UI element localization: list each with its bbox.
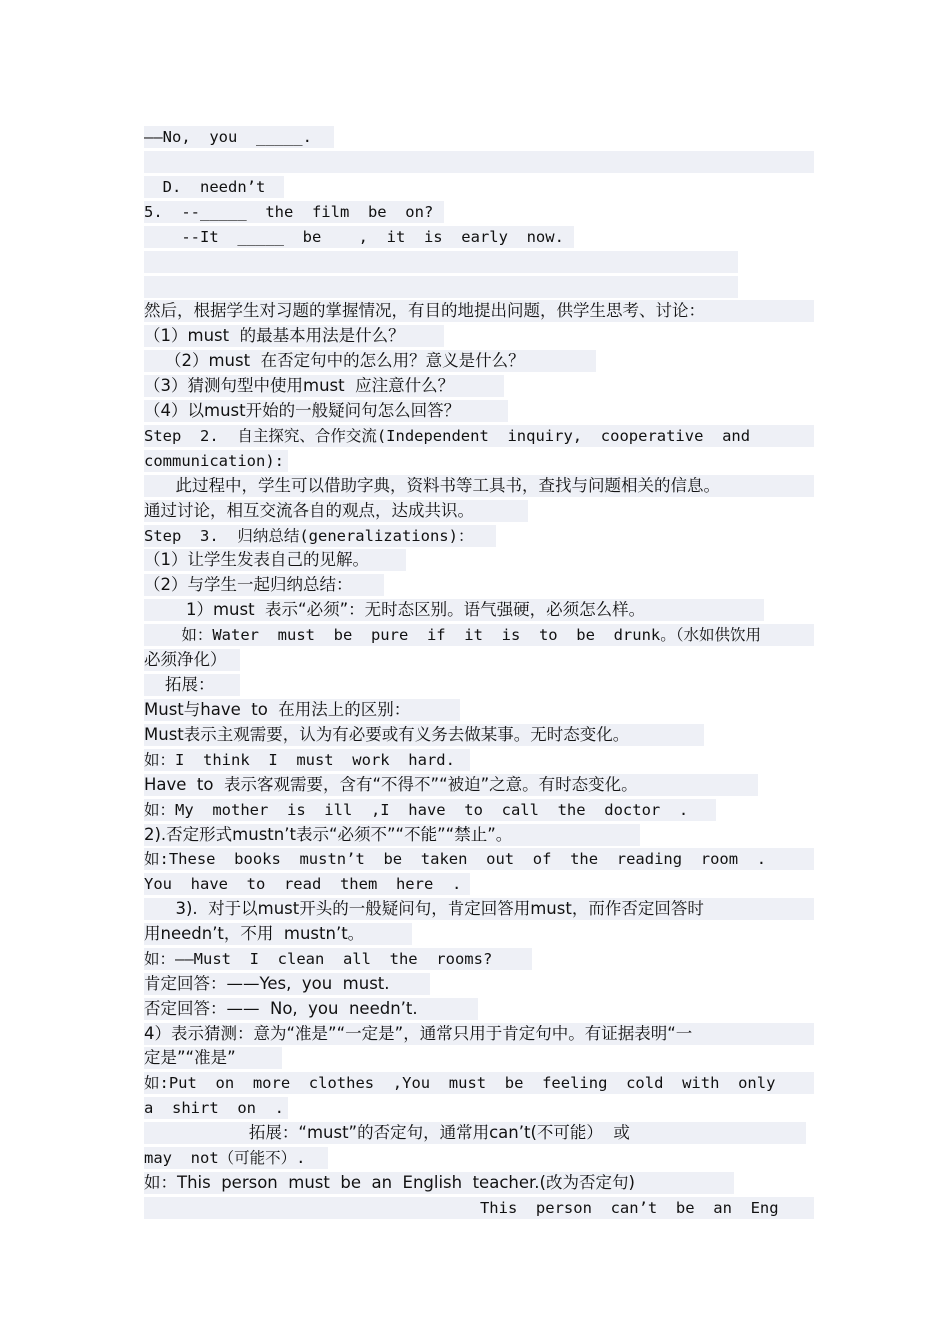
list-item: （1）让学生发表自己的见解。	[144, 549, 406, 571]
example-line: 如:These books mustn’t be taken out of the reading room .	[144, 848, 814, 870]
question-item: （3）猜测句型中使用must 应注意什么？	[144, 375, 504, 397]
rule-item: 2).否定形式mustn’t表示“必须不”“不能”“禁止”。	[144, 824, 640, 846]
paragraph-line: 通过讨论，相互交流各自的观点，达成共识。	[144, 500, 528, 522]
paragraph-line: 此过程中，学生可以借助字典，资料书等工具书，查找与问题相关的信息。	[144, 475, 814, 497]
rule-item: 3). 对于以must开头的一般疑问句，肯定回答用must，而作否定回答时	[144, 898, 814, 920]
paragraph-line: Must与have to 在用法上的区别：	[144, 699, 460, 721]
question-number: 5. --_____ the film be on?	[144, 201, 444, 223]
extension-line: 拓展：“must”的否定句，通常用can’t(不可能） 或	[144, 1122, 806, 1144]
question-item: （1）must 的最基本用法是什么？	[144, 325, 444, 347]
question-item: （4）以must开始的一般疑问句怎么回答？	[144, 400, 508, 422]
rule-item: 1）must 表示“必须”：无时态区别。语气强硬，必须怎么样。	[144, 599, 764, 621]
answer-options-row	[144, 276, 738, 298]
rule-item: 4）表示猜测：意为“准是”“一定是”，通常只用于肯定句中。有证据表明“一	[144, 1023, 814, 1045]
option-d: D. needn’t	[144, 176, 284, 198]
example-line: a shirt on .	[144, 1097, 288, 1119]
step-heading: Step 3. 归纳总结(generalizations)：	[144, 525, 496, 547]
example-line: 如：Water must be pure if it is to be drunk。（水如供饮用	[144, 624, 814, 646]
answer-options-row	[144, 151, 814, 173]
question-item: （2）must 在否定句中的怎么用？意义是什么？	[144, 350, 596, 372]
paragraph-line: may not（可能不）.	[144, 1147, 328, 1169]
paragraph-line: 定是”“准是”	[144, 1047, 282, 1069]
example-line: 肯定回答：——Yes, you must.	[144, 973, 430, 995]
example-line: This person can’t be an Eng	[144, 1197, 814, 1219]
example-line: 如：——Must I clean all the rooms?	[144, 948, 532, 970]
example-line: 如:Put on more clothes ,You must be feeling cold with only	[144, 1072, 814, 1094]
answer-options-row	[144, 251, 738, 273]
example-line: 如：This person must be an English teacher.(改为否定句)	[144, 1172, 734, 1194]
paragraph-line: 然后，根据学生对习题的掌握情况，有目的地提出问题，供学生思考、讨论：	[144, 300, 814, 322]
paragraph-line: Have to 表示客观需要，含有“不得不”“被迫”之意。有时态变化。	[144, 774, 758, 796]
paragraph-line: communication):	[144, 450, 288, 472]
example-line: You have to read them here .	[144, 873, 470, 895]
example-line: 如：My mother is ill ,I have to call the doctor .	[144, 799, 716, 821]
paragraph-line: 必须净化）	[144, 649, 240, 671]
list-item: （2）与学生一起归纳总结：	[144, 574, 384, 596]
extension-label: 拓展：	[144, 674, 240, 696]
step-heading: Step 2. 自主探究、合作交流(Independent inquiry, cooperative and	[144, 425, 814, 447]
text-line: --It _____ be , it is early now.	[144, 226, 574, 248]
paragraph-line: 用needn’t，不用 mustn’t。	[144, 923, 412, 945]
paragraph-line: Must表示主观需要，认为有必要或有义务去做某事。无时态变化。	[144, 724, 704, 746]
example-line: 否定回答：—— No, you needn’t.	[144, 998, 478, 1020]
example-line: 如：I think I must work hard.	[144, 749, 470, 771]
text-line: ——No, you _____.	[144, 126, 334, 148]
